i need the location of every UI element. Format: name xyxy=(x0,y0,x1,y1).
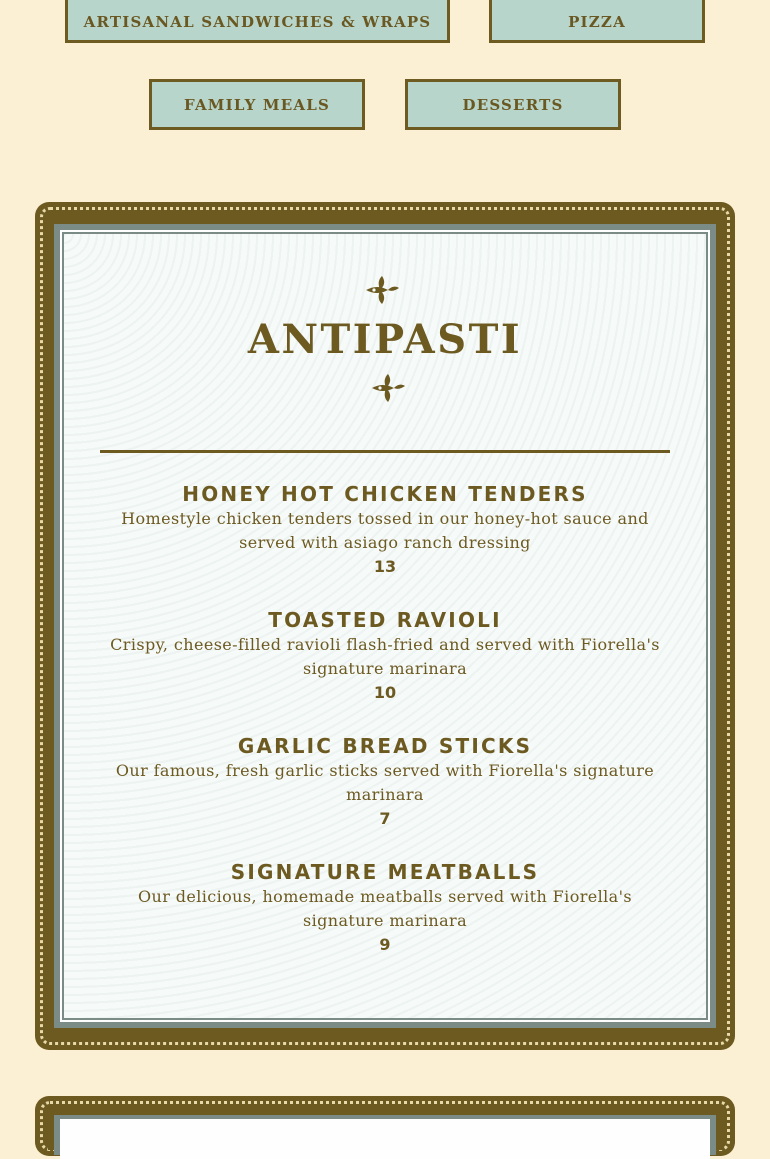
menu-item-price: 9 xyxy=(379,935,391,954)
menu-item-description: Homestyle chicken tenders tossed in our honey-hot sauce and served with asiago ranch dressing xyxy=(121,509,649,552)
menu-item-price: 10 xyxy=(373,683,397,702)
menu-item-price: 7 xyxy=(379,809,391,828)
menu-item-description: Our delicious, homemade meatballs served with Fiorella's signature marinara xyxy=(137,887,633,930)
menu-item-name: TOASTED RAVIOLI xyxy=(268,608,502,632)
menu-item-price: 13 xyxy=(373,557,397,576)
nav-button-sandwiches-wraps[interactable] xyxy=(65,0,450,43)
nav-button-label: PIZZA xyxy=(568,12,626,31)
menu-item-name: SIGNATURE MEATBALLS xyxy=(230,860,540,884)
menu-item xyxy=(90,607,680,705)
leaf-flourish-icon xyxy=(362,272,402,308)
nav-button-label: DESSERTS xyxy=(462,95,564,114)
leaf-flourish-icon xyxy=(368,370,408,406)
menu-item-name: GARLIC BREAD STICKS xyxy=(237,734,533,758)
menu-item xyxy=(90,481,680,579)
nav-button-label: ARTISANAL SANDWICHES & WRAPS xyxy=(83,12,432,31)
menu-item-name: HONEY HOT CHICKEN TENDERS xyxy=(182,482,588,506)
section-divider xyxy=(100,450,670,453)
section-title: ANTIPASTI xyxy=(247,316,523,363)
frame-white-band xyxy=(60,1119,710,1159)
menu-item-description: Crispy, cheese-filled ravioli flash-fried and served with Fiorella's signature marinara xyxy=(110,635,660,678)
menu-item xyxy=(90,733,680,831)
menu-item xyxy=(90,859,680,957)
nav-button-desserts[interactable] xyxy=(405,79,621,130)
nav-button-family-meals[interactable] xyxy=(149,79,365,130)
menu-item-description: Our famous, fresh garlic sticks served with Fiorella's signature marinara xyxy=(115,761,655,804)
nav-button-label: FAMILY MEALS xyxy=(183,95,330,114)
nav-button-pizza[interactable] xyxy=(489,0,705,43)
